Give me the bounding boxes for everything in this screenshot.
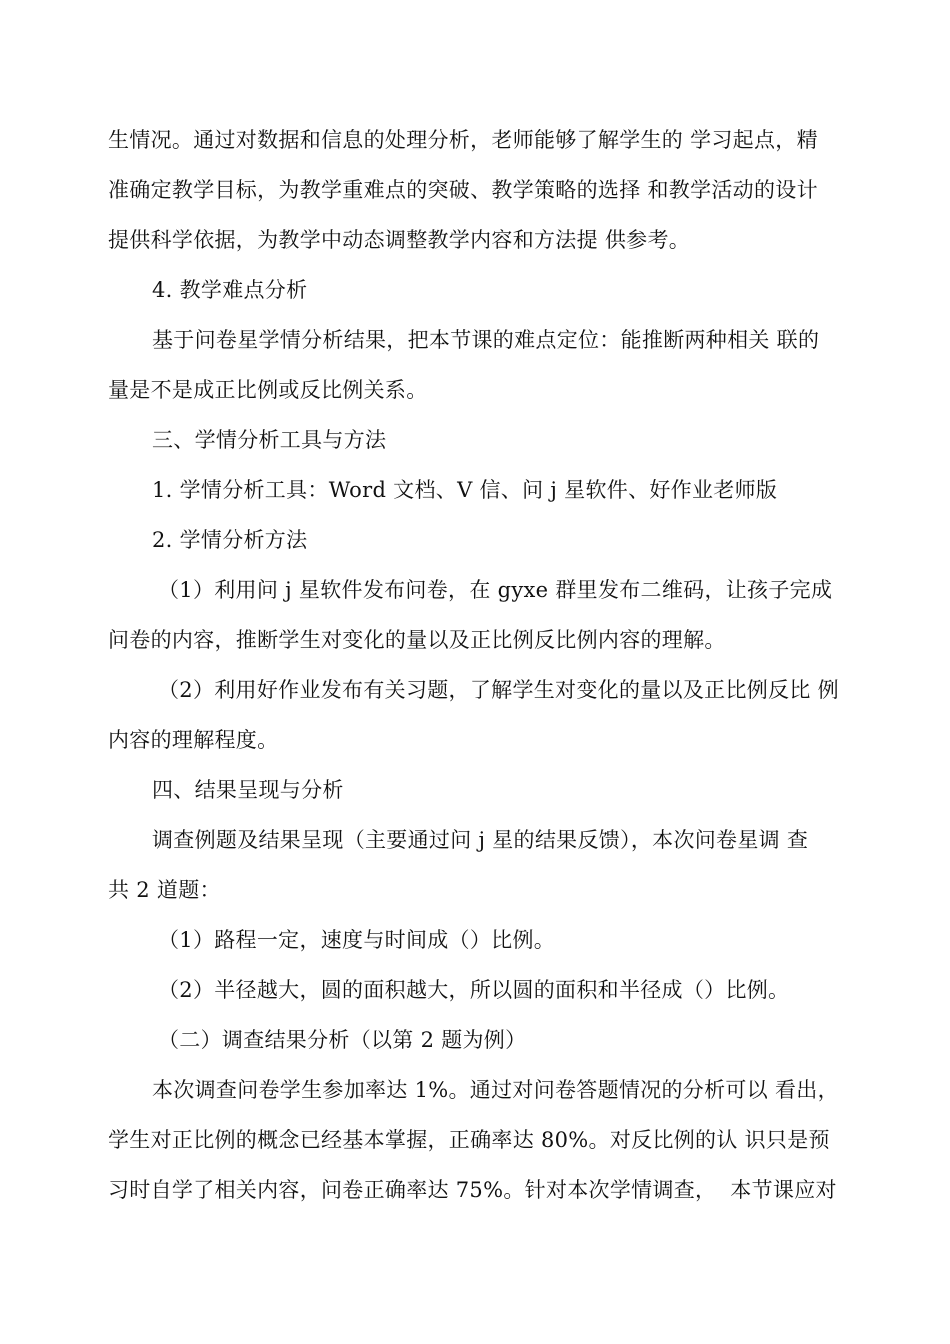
list-item: 2. 学情分析方法 [152, 528, 308, 552]
section-heading: 4. 教学难点分析 [152, 278, 308, 302]
list-item: （1）路程一定，速度与时间成（）比例。 [158, 928, 556, 952]
paragraph-line: 本次调查问卷学生参加率达 1%。通过对问卷答题情况的分析可以 看出， [152, 1078, 839, 1102]
paragraph-line: 调查例题及结果呈现（主要通过问 j 星的结果反馈），本次问卷星调 查 [152, 828, 809, 852]
section-heading: 四、结果呈现与分析 [152, 778, 344, 802]
paragraph-line: 共 2 道题： [108, 878, 221, 902]
paragraph-line: 提供科学依据，为教学中动态调整教学内容和方法提 供参考。 [108, 228, 691, 252]
subsection-heading: （二）调查结果分析（以第 2 题为例） [158, 1028, 527, 1052]
list-item: 1. 学情分析工具：Word 文档、V 信、问 j 星软件、好作业老师版 [152, 478, 778, 502]
list-item: （2）半径越大，圆的面积越大，所以圆的面积和半径成（）比例。 [158, 978, 790, 1002]
section-heading: 三、学情分析工具与方法 [152, 428, 387, 452]
paragraph-line: 问卷的内容，推断学生对变化的量以及正比例反比例内容的理解。 [108, 628, 726, 652]
paragraph-line: 学生对正比例的概念已经基本掌握，正确率达 80%。对反比例的认 识只是预 [108, 1128, 830, 1152]
paragraph-line: （2）利用好作业发布有关习题，了解学生对变化的量以及正比例反比 例 [158, 678, 839, 702]
paragraph-line: 基于问卷星学情分析结果，把本节课的难点定位：能推断两种相关 联的 [152, 328, 820, 352]
paragraph-line: 准确定教学目标，为教学重难点的突破、教学策略的选择 和教学活动的设计 [108, 178, 818, 202]
paragraph-line: 习时自学了相关内容，问卷正确率达 75%。针对本次学情调查， 本节课应对 [108, 1178, 837, 1202]
paragraph-line: 内容的理解程度。 [108, 728, 279, 752]
paragraph-line: （1）利用问 j 星软件发布问卷，在 gyxe 群里发布二维码，让孩子完成 [158, 578, 833, 602]
paragraph-line: 生情况。通过对数据和信息的处理分析，老师能够了解学生的 学习起点，精 [108, 128, 818, 152]
paragraph-line: 量是不是成正比例或反比例关系。 [108, 378, 428, 402]
